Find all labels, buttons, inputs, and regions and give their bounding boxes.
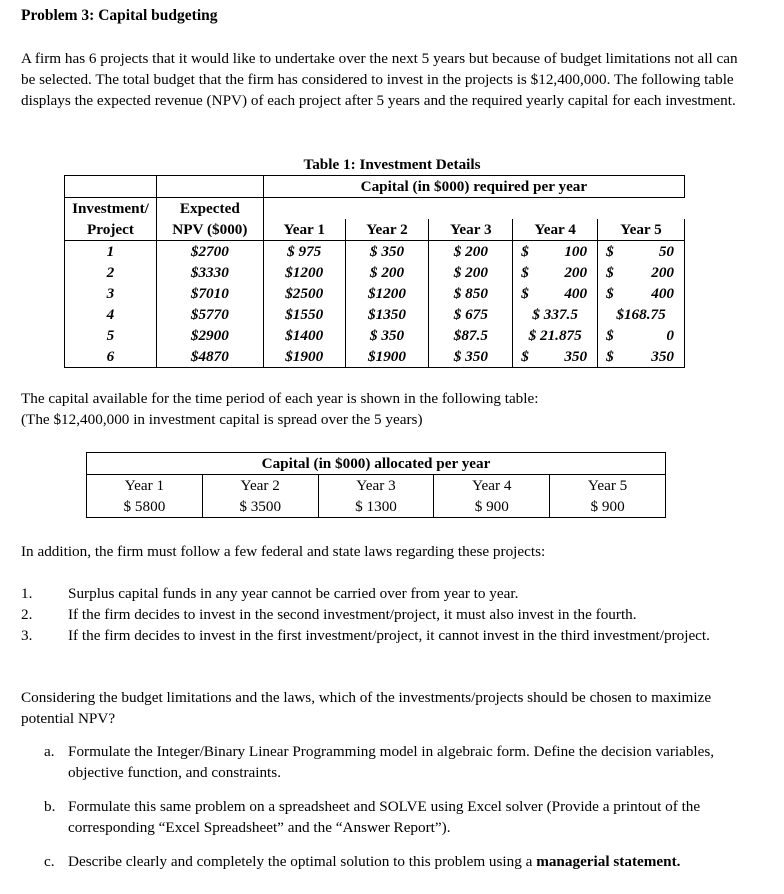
part-label: c. <box>44 853 55 870</box>
year1-cell: $1550 <box>263 304 345 325</box>
table1-group-header: Capital (in $000) required per year <box>263 176 684 198</box>
alloc-value-5: $ 900 <box>550 496 666 518</box>
question-parts-list <box>44 741 760 885</box>
year4-cell <box>513 346 598 368</box>
investment-col-header-1: Investment/ <box>65 198 157 220</box>
npv-cell: $3330 <box>156 262 263 283</box>
law-text: If the firm decides to invest in the first investment/project, it cannot invest in the third investment/project. <box>68 627 710 644</box>
main-question: Considering the budget limitations and the laws, which of the investments/projects should be chosen to maximize potential NPV? <box>21 689 712 727</box>
amount: 350 <box>564 348 588 365</box>
currency-sign: $ <box>606 285 614 302</box>
investment-col-header-2: Project <box>65 219 157 241</box>
table1-corner-npv <box>156 176 263 198</box>
year3-cell: $ 200 <box>429 241 513 263</box>
amount: 100 <box>564 243 588 260</box>
table2-header-row <box>87 453 666 475</box>
project-number: 5 <box>65 325 157 346</box>
year2-cell: $ 350 <box>345 325 429 346</box>
currency-sign: $ <box>606 327 614 344</box>
year1-cell: $2500 <box>263 283 345 304</box>
npv-cell: $2700 <box>156 241 263 263</box>
table2-values-row <box>87 496 666 518</box>
project-number: 3 <box>65 283 157 304</box>
alloc-year-header-4: Year 4 <box>434 475 550 497</box>
table-row <box>65 283 685 304</box>
table2-years-row <box>87 475 666 497</box>
year2-cell: $ 350 <box>345 241 429 263</box>
capital-available-line: The capital available for the time period of each year is shown in the following table: <box>21 390 539 407</box>
project-number: 2 <box>65 262 157 283</box>
alloc-year-header-5: Year 5 <box>550 475 666 497</box>
year1-cell: $ 975 <box>263 241 345 263</box>
year4-cell: $ 337.5 <box>513 304 598 325</box>
law-number: 2. <box>21 606 33 623</box>
part-text: Describe clearly and completely the optimal solution to this problem using a <box>68 853 537 870</box>
alloc-value-1: $ 5800 <box>87 496 203 518</box>
table1-header-row-1 <box>65 198 685 220</box>
currency-sign: $ <box>606 264 614 281</box>
project-number: 6 <box>65 346 157 368</box>
year4-cell <box>513 241 598 263</box>
year-header-2: Year 2 <box>345 219 429 241</box>
law-text: If the firm decides to invest in the second investment/project, it must also invest in the fourth. <box>68 606 637 623</box>
table2-header: Capital (in $000) allocated per year <box>87 453 666 475</box>
table-row <box>65 325 685 346</box>
year5-cell <box>598 283 685 304</box>
table-row <box>65 304 685 325</box>
problem-title: Problem 3: Capital budgeting <box>21 7 218 24</box>
table1-group-header-row <box>65 176 685 198</box>
currency-sign: $ <box>606 243 614 260</box>
part-label: a. <box>44 743 55 760</box>
npv-col-header-1: Expected <box>156 198 263 220</box>
year-header-1: Year 1 <box>263 219 345 241</box>
year1-cell: $1200 <box>263 262 345 283</box>
npv-cell: $2900 <box>156 325 263 346</box>
currency-sign: $ <box>606 348 614 365</box>
year-header-4: Year 4 <box>513 219 598 241</box>
year1-cell: $1900 <box>263 346 345 368</box>
year2-cell: $1200 <box>345 283 429 304</box>
part-text: Formulate this same problem on a spreadsheet and SOLVE using Excel solver (Provide a printout of the corresponding “Excel Spreadsheet” and the “Answer Report”). <box>68 798 701 836</box>
table1-header-spacer <box>263 198 684 220</box>
alloc-year-header-3: Year 3 <box>318 475 434 497</box>
alloc-year-header-2: Year 2 <box>202 475 318 497</box>
part-label: b. <box>44 798 56 815</box>
list-item <box>44 741 760 783</box>
list-item <box>21 625 741 646</box>
list-item <box>44 851 760 872</box>
year2-cell: $ 200 <box>345 262 429 283</box>
capital-available-intro <box>21 388 761 430</box>
list-item <box>21 583 741 604</box>
year3-cell: $ 350 <box>429 346 513 368</box>
part-text: Formulate the Integer/Binary Linear Programming model in algebraic form. Define the decision variables, objective function, and constraints. <box>68 743 715 781</box>
year5-cell: $168.75 <box>598 304 685 325</box>
year1-cell: $1400 <box>263 325 345 346</box>
table-row <box>65 346 685 368</box>
law-number: 1. <box>21 585 33 602</box>
amount: 50 <box>658 243 674 260</box>
list-item <box>21 604 741 625</box>
amount: 0 <box>666 327 674 344</box>
table1-caption: Table 1: Investment Details <box>303 156 481 173</box>
table-row <box>65 241 685 263</box>
currency-sign: $ <box>521 243 529 260</box>
alloc-value-2: $ 3500 <box>202 496 318 518</box>
npv-cell: $4870 <box>156 346 263 368</box>
year4-cell <box>513 262 598 283</box>
year5-cell <box>598 262 685 283</box>
year5-cell <box>598 325 685 346</box>
intro-paragraph <box>21 48 751 111</box>
year-header-5: Year 5 <box>598 219 685 241</box>
year4-cell <box>513 283 598 304</box>
currency-sign: $ <box>521 264 529 281</box>
amount: 200 <box>564 264 588 281</box>
laws-intro: In addition, the firm must follow a few federal and state laws regarding these projects: <box>21 543 546 560</box>
year-header-3: Year 3 <box>429 219 513 241</box>
list-item <box>44 796 760 838</box>
table1-corner <box>65 176 157 198</box>
year5-cell <box>598 346 685 368</box>
part-bold-text: managerial statement. <box>536 853 681 870</box>
amount: 350 <box>651 348 674 365</box>
year3-cell: $87.5 <box>429 325 513 346</box>
year4-cell: $ 21.875 <box>513 325 598 346</box>
year2-cell: $1900 <box>345 346 429 368</box>
law-number: 3. <box>21 627 33 644</box>
currency-sign: $ <box>521 348 529 365</box>
year3-cell: $ 850 <box>429 283 513 304</box>
npv-cell: $5770 <box>156 304 263 325</box>
laws-list <box>21 583 741 646</box>
amount: 400 <box>651 285 674 302</box>
amount: 400 <box>564 285 588 302</box>
project-number: 1 <box>65 241 157 263</box>
capital-allocation-table <box>86 452 666 518</box>
law-text: Surplus capital funds in any year cannot be carried over from year to year. <box>68 585 519 602</box>
currency-sign: $ <box>521 285 529 302</box>
table-row <box>65 262 685 283</box>
alloc-value-4: $ 900 <box>434 496 550 518</box>
year5-cell <box>598 241 685 263</box>
year3-cell: $ 675 <box>429 304 513 325</box>
investment-details-table <box>64 175 685 368</box>
alloc-year-header-1: Year 1 <box>87 475 203 497</box>
capital-spread-note: (The $12,400,000 in investment capital is spread over the 5 years) <box>21 411 423 428</box>
table1-header-row-2 <box>65 219 685 241</box>
project-number: 4 <box>65 304 157 325</box>
npv-col-header-2: NPV ($000) <box>156 219 263 241</box>
alloc-value-3: $ 1300 <box>318 496 434 518</box>
year3-cell: $ 200 <box>429 262 513 283</box>
year2-cell: $1350 <box>345 304 429 325</box>
npv-cell: $7010 <box>156 283 263 304</box>
intro-text: A firm has 6 projects that it would like to undertake over the next 5 years but because of budget limitations not all can be selected. The total budget that the firm has considered to invest in the projects is $12,400,000. The following table displays the expected revenue (NPV) of each project after 5 years and the required yearly capital for each investment. <box>21 50 738 109</box>
amount: 200 <box>651 264 674 281</box>
